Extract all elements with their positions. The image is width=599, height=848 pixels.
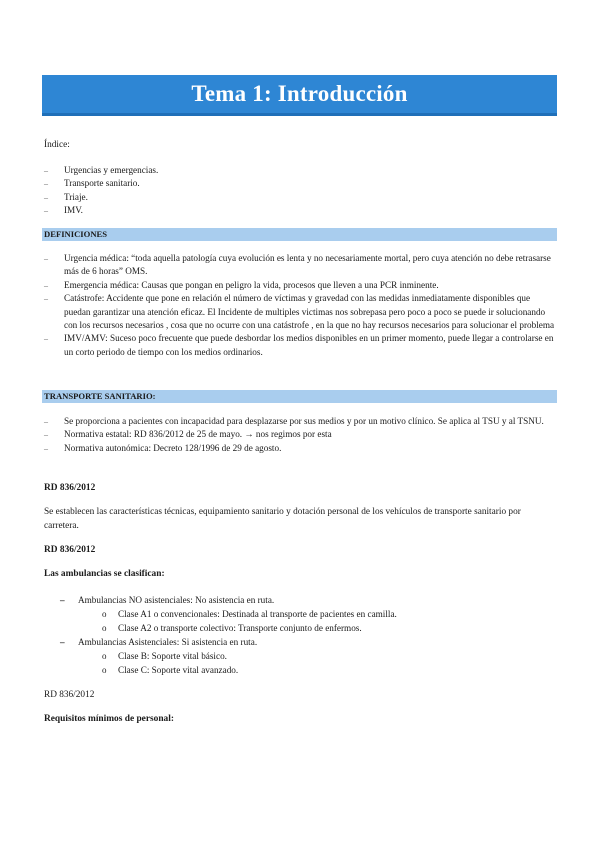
dash-icon: – xyxy=(44,254,48,263)
list-item: o Clase C: Soporte vital avanzado. xyxy=(102,665,239,675)
dash-icon: – xyxy=(44,179,48,189)
dash-icon: – xyxy=(44,166,48,175)
list-item: – Urgencias y emergencias. xyxy=(44,164,544,177)
circle-bullet-icon: o xyxy=(102,651,107,661)
ambulance-class-list xyxy=(78,607,540,635)
list-item: – IMV. xyxy=(44,204,544,217)
ambulance-group: – Ambulancias Asistenciales: Si asistencia en ruta. o Clase B: Soporte vital básico. o Clase C: Soporte vital avanzado. xyxy=(60,635,540,677)
list-item: – Catástrofe: Accidente que pone en relación el número de víctimas y gravedad con las medidas inmediatamente disponibles que puedan garantizar una atención eficaz. El Incidente de multiples victimas nos sobrepasa pero poco a poco se puede ir solucionando con los recursos necesarios , cosa que no ocurre con una catástrofe , en la que no hay recursos necesarios para solucionar el problema xyxy=(44,293,555,331)
title-banner xyxy=(42,75,557,116)
circle-bullet-icon: o xyxy=(102,609,107,619)
rd-heading-1: RD 836/2012 xyxy=(44,483,96,493)
dash-icon: – xyxy=(60,595,65,605)
index-list xyxy=(44,164,544,218)
ambulance-group: – Ambulancias NO asistenciales: No asistencia en ruta. o Clase A1 o convencionales: Destinada al transporte de pacientes en camilla. o Clase A2 o transporte colectivo: Transporte conjunto de enfermos. xyxy=(60,593,540,635)
dash-icon: – xyxy=(44,334,48,344)
dash-icon: – xyxy=(44,192,48,202)
dash-icon: – xyxy=(44,430,48,440)
list-item: – Normativa autonómica: Decreto 128/1996 de 29 de agosto. xyxy=(44,442,556,455)
transporte-list xyxy=(44,415,556,455)
rd-paragraph: Se establecen las características técnicas, equipamiento sanitario y dotación personal de los vehículos de transporte sanitario por carretera. xyxy=(44,507,521,531)
ambulancias-list xyxy=(60,593,540,677)
dash-icon: – xyxy=(60,637,65,647)
rd-heading-2: RD 836/2012 xyxy=(44,545,96,555)
ambulance-class-list xyxy=(78,649,540,677)
list-item: o Clase A1 o convencionales: Destinada al transporte de pacientes en camilla. xyxy=(102,609,397,619)
requisitos-heading: Requisitos mínimos de personal: xyxy=(44,714,174,724)
rd-heading-3: RD 836/2012 xyxy=(44,690,95,700)
circle-bullet-icon: o xyxy=(102,665,107,675)
list-item: – Urgencia médica: “toda aquella patología cuya evolución es lenta y no necesariamente mortal, pero cuya atención no debe retrasarse más de 6 horas” OMS. xyxy=(44,253,551,277)
definiciones-list xyxy=(44,252,556,359)
list-item: o Clase A2 o transporte colectivo: Transporte conjunto de enfermos. xyxy=(102,623,362,633)
list-item: – IMV/AMV: Suceso poco frecuente que puede desbordar los medios disponibles en un primer momento, puede llegar a controlarse en un corto periodo de tiempo con los medios ordinarios. xyxy=(44,333,554,357)
list-item: – Transporte sanitario. xyxy=(44,177,544,190)
list-item: – Se proporciona a pacientes con incapacidad para desplazarse por sus medios y por un motivo clínico. Se aplica al TSU y al TSNU. xyxy=(44,415,556,428)
dash-icon: – xyxy=(44,280,48,290)
dash-icon: – xyxy=(44,206,48,216)
dash-icon: – xyxy=(44,294,48,304)
list-item: o Clase B: Soporte vital básico. xyxy=(102,651,227,661)
list-item: – Triaje. xyxy=(44,191,544,204)
dash-icon: – xyxy=(44,443,48,453)
circle-bullet-icon: o xyxy=(102,623,107,633)
list-item: – Emergencia médica: Causas que pongan en peligro la vida, procesos que lleven a una PCR inminente. xyxy=(44,279,556,292)
dash-icon: – xyxy=(44,417,48,426)
section-heading-transporte: TRANSPORTE SANITARIO: xyxy=(42,390,557,403)
index-label: Índice: xyxy=(44,140,70,150)
page-title: Tema 1: Introducción xyxy=(191,81,408,106)
section-heading-definiciones: DEFINICIONES xyxy=(42,228,557,241)
list-item: – Normativa estatal: RD 836/2012 de 25 de mayo. → nos regimos por esta xyxy=(44,428,556,441)
clasificacion-heading: Las ambulancias se clasifican: xyxy=(44,569,165,579)
